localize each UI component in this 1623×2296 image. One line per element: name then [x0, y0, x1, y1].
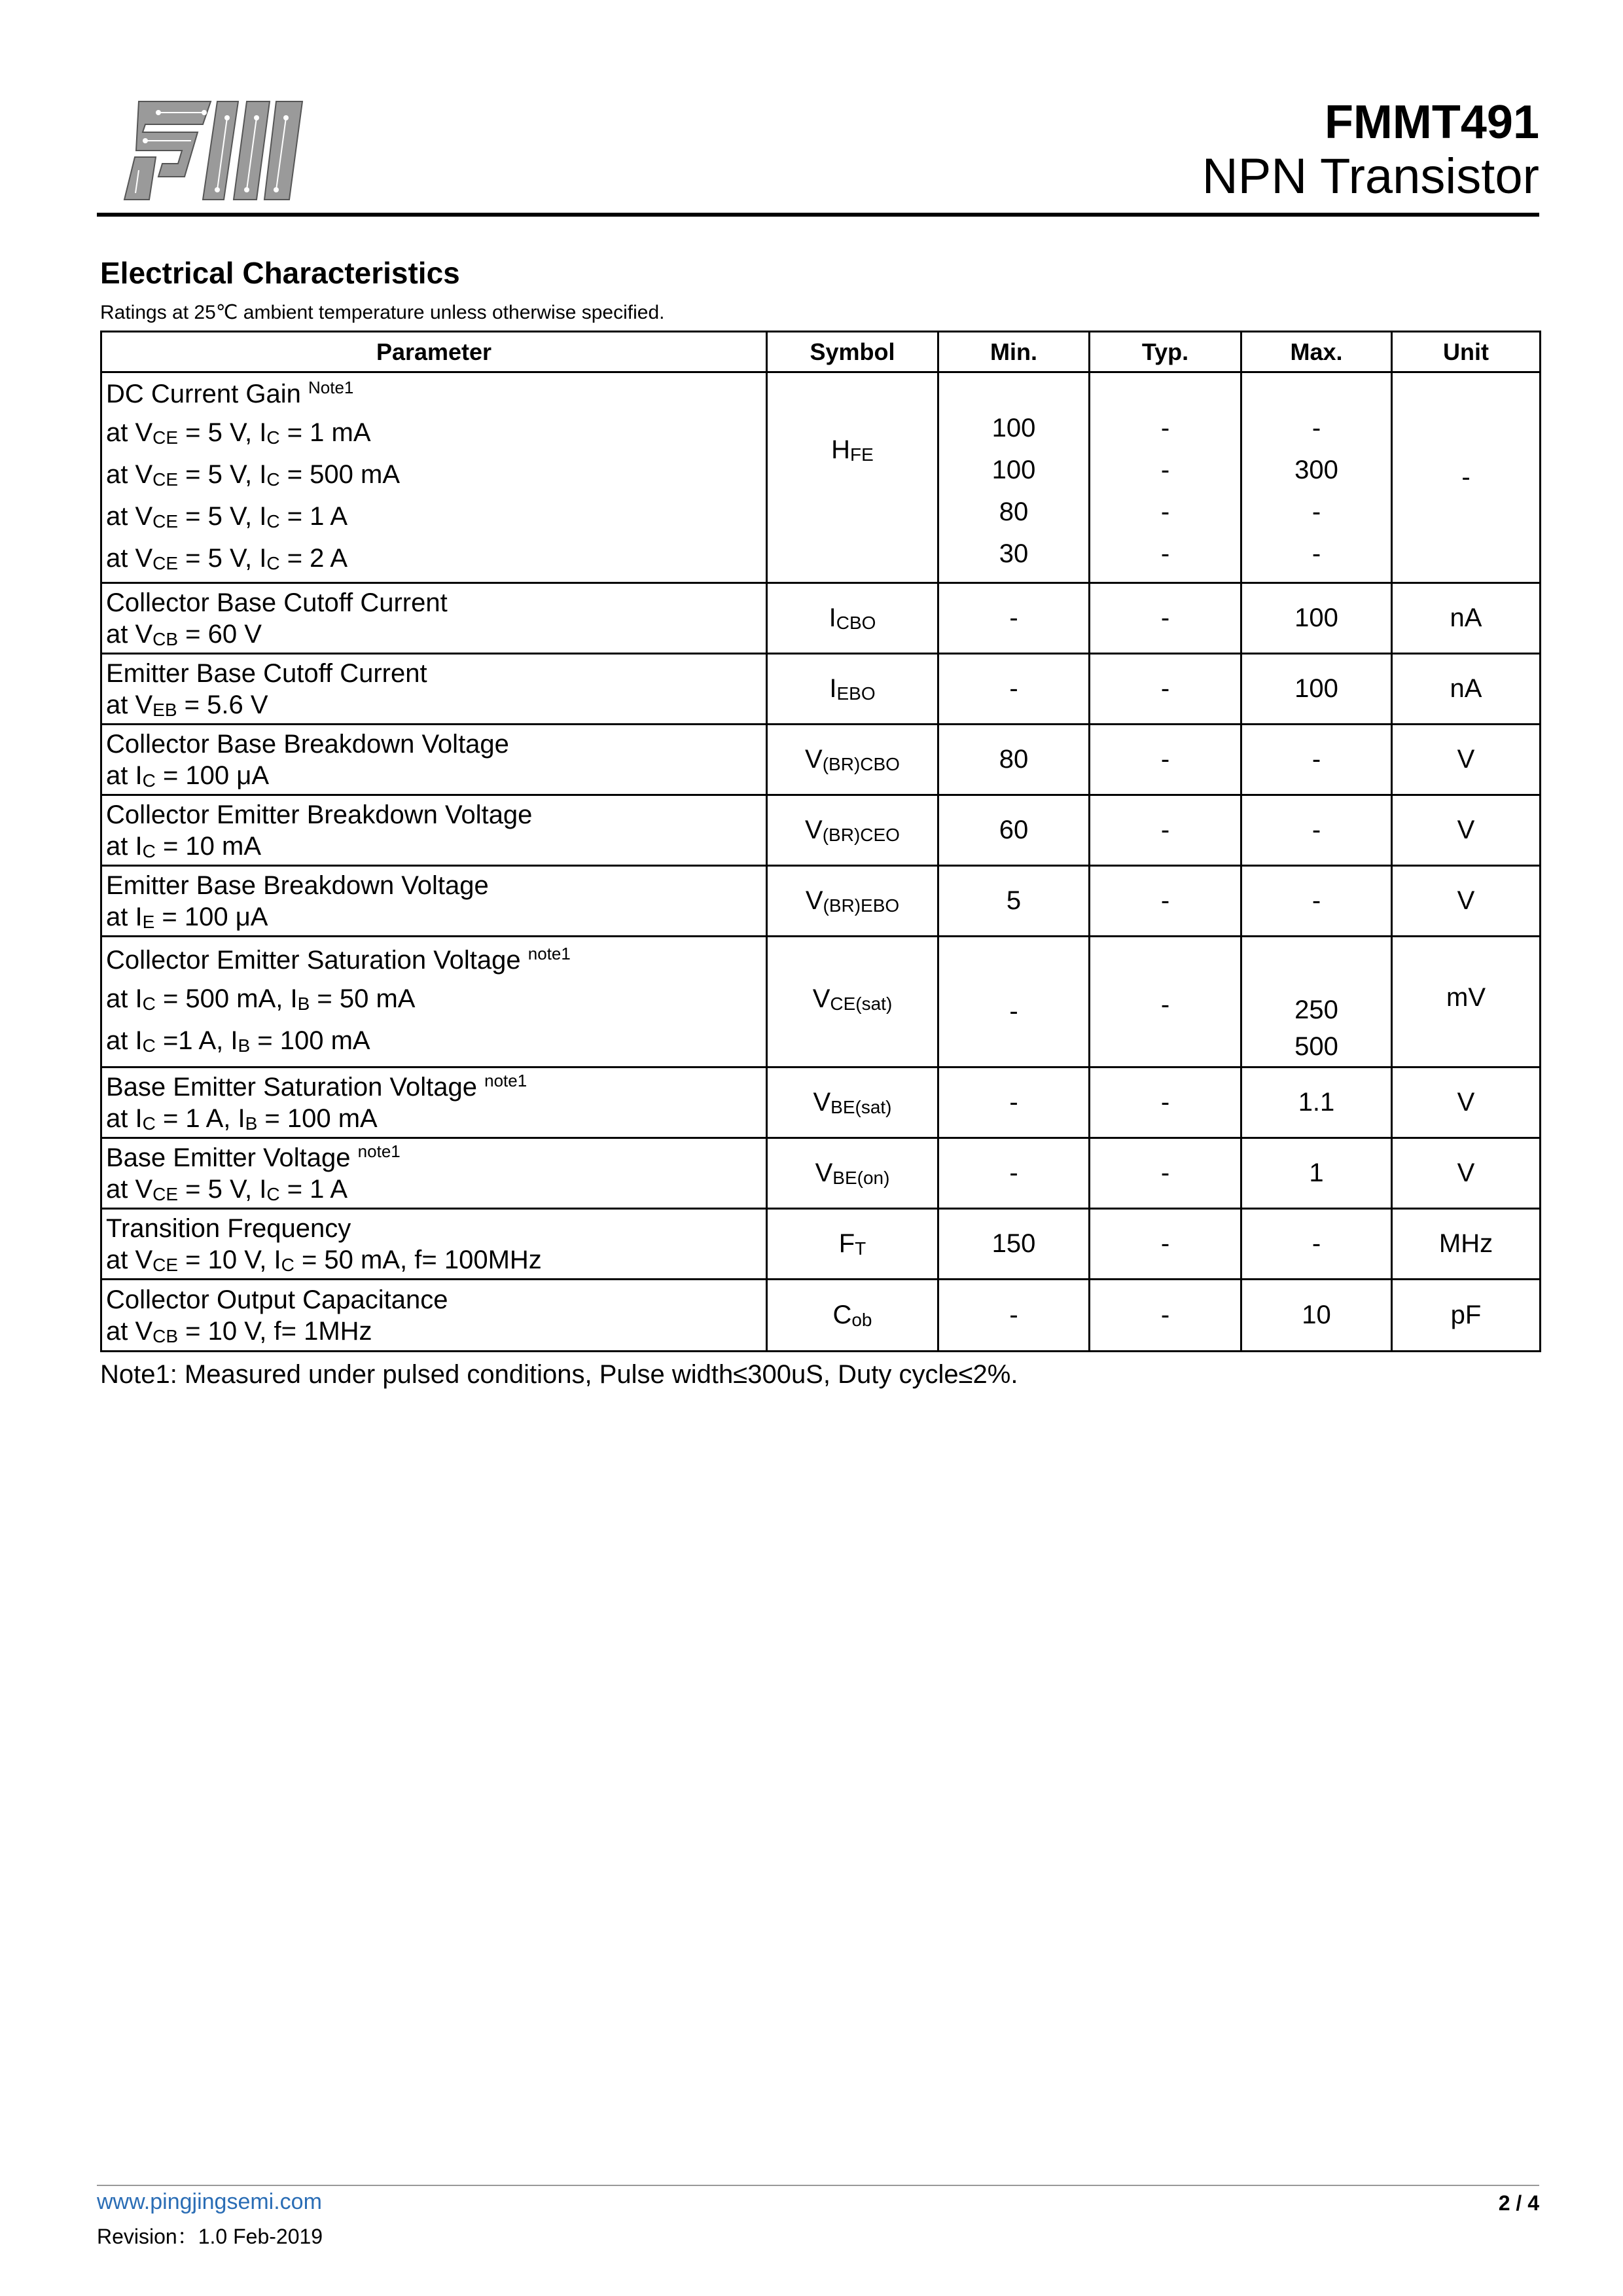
table-row-hfe	[101, 372, 1541, 583]
max-cell: -	[1241, 866, 1392, 937]
param-cell: Collector Emitter Breakdown Voltage at $I_C = 10$ mA	[101, 795, 767, 866]
table-row	[101, 1067, 1541, 1138]
typ-cell: -	[1090, 654, 1241, 725]
unit-cell: -	[1392, 372, 1541, 583]
min-cell: -	[938, 583, 1090, 654]
param-cell: Emitter Base Cutoff Current at $V_{EB} = 5.6$ V	[101, 654, 767, 725]
max-cell: -	[1241, 795, 1392, 866]
page-number: 2 / 4	[1498, 2191, 1539, 2215]
header-typ: Typ.	[1090, 332, 1241, 372]
unit-cell: V	[1392, 866, 1541, 937]
electrical-characteristics-table	[100, 331, 1541, 1352]
section-subtitle: Ratings at 25℃ ambient temperature unless otherwise specified.	[100, 302, 665, 323]
param-cell: Collector Base Cutoff Current at $V_{CB} = 60$ V	[101, 583, 767, 654]
typ-cell: - - - -	[1090, 372, 1241, 583]
min-cell: 100 100 80 30	[938, 372, 1090, 583]
condition-line: at $V_{CE} = 5$ V, $I_C = 500$ mA	[106, 459, 401, 490]
unit-cell: pF	[1392, 1280, 1541, 1352]
symbol-cell: $I_{CBO}$	[767, 583, 938, 654]
header-parameter: Parameter	[101, 332, 767, 372]
param-cell: Collector Emitter Saturation Voltage $^{note1}$ at $I_C = 500$ mA, $I_B = 50$ mA at $I_C =1$ A, $I_B = 100$ mA	[101, 937, 767, 1067]
table-row-vcesat	[101, 937, 1541, 1067]
symbol-cell: $V_{BE(on)}$	[767, 1138, 938, 1209]
max-cell: 10	[1241, 1280, 1392, 1352]
typ-cell: -	[1090, 1280, 1241, 1352]
table-row	[101, 1209, 1541, 1280]
param-cell: Emitter Base Breakdown Voltage at $I_E = 100$ μA	[101, 866, 767, 937]
footer-divider	[97, 2185, 1539, 2186]
symbol-cell: $H_{FE}$	[767, 372, 938, 583]
table-row	[101, 725, 1541, 795]
section-title: Electrical Characteristics	[100, 256, 460, 290]
symbol-cell: $V_{(BR)CBO}$	[767, 725, 938, 795]
min-cell: -	[938, 654, 1090, 725]
min-cell: 60	[938, 795, 1090, 866]
revision-info: Revision：1.0 Feb-2019	[97, 2225, 323, 2248]
min-cell: 150	[938, 1209, 1090, 1280]
unit-cell: V	[1392, 795, 1541, 866]
symbol-cell: $I_{EBO}$	[767, 654, 938, 725]
condition-line: at $V_{CE} = 5$ V, $I_C = 2$ A	[106, 543, 348, 573]
note-ref: Note1	[308, 377, 354, 397]
table-row	[101, 1138, 1541, 1209]
unit-cell: V	[1392, 1138, 1541, 1209]
header-unit: Unit	[1392, 332, 1541, 372]
company-logo	[119, 98, 309, 203]
max-cell: 100	[1241, 654, 1392, 725]
min-cell: -	[938, 1138, 1090, 1209]
symbol-cell: $F_T$	[767, 1209, 938, 1280]
part-header	[1202, 98, 1539, 205]
param-cell: Transition Frequency at $V_{CE} = 10$ V, $I_C = 50$ mA, f= 100MHz	[101, 1209, 767, 1280]
param-title: DC Current Gain	[106, 379, 301, 408]
max-cell: 1	[1241, 1138, 1392, 1209]
header-symbol: Symbol	[767, 332, 938, 372]
unit-cell: nA	[1392, 583, 1541, 654]
unit-cell: MHz	[1392, 1209, 1541, 1280]
part-number: FMMT491	[1324, 96, 1539, 149]
table-header-row	[101, 332, 1541, 372]
typ-cell: -	[1090, 866, 1241, 937]
typ-cell: -	[1090, 795, 1241, 866]
param-cell: Base Emitter Voltage $^{note1}$ at $V_{CE} = 5$ V, $I_C = 1$ A	[101, 1138, 767, 1209]
symbol-cell: $V_{(BR)CEO}$	[767, 795, 938, 866]
website-link[interactable]: www.pingjingsemi.com	[97, 2189, 322, 2214]
header-divider	[97, 213, 1539, 217]
part-description: NPN Transistor	[1202, 148, 1539, 204]
table-row	[101, 583, 1541, 654]
table-row	[101, 866, 1541, 937]
header-min: Min.	[938, 332, 1090, 372]
typ-cell: -	[1090, 583, 1241, 654]
max-cell: - 300 - -	[1241, 372, 1392, 583]
typ-cell: -	[1090, 1138, 1241, 1209]
unit-cell: mV	[1392, 937, 1541, 1067]
symbol-cell: $V_{BE(sat)}$	[767, 1067, 938, 1138]
param-cell: Base Emitter Saturation Voltage $^{note1}$ at $I_C = 1$ A, $I_B = 100$ mA	[101, 1067, 767, 1138]
param-cell: Collector Output Capacitance at $V_{CB} = 10$ V, f= 1MHz	[101, 1280, 767, 1352]
condition-line: at $V_{CE} = 5$ V, $I_C = 1$ A	[106, 501, 348, 531]
param-cell	[101, 372, 767, 583]
max-cell: 100	[1241, 583, 1392, 654]
unit-cell: nA	[1392, 654, 1541, 725]
min-cell: -	[938, 1280, 1090, 1352]
symbol-cell: $C_{ob}$	[767, 1280, 938, 1352]
header-max: Max.	[1241, 332, 1392, 372]
symbol-cell: $V_{CE(sat)}$	[767, 937, 938, 1067]
typ-cell: -	[1090, 1067, 1241, 1138]
min-cell: 80	[938, 725, 1090, 795]
min-cell: -	[938, 1067, 1090, 1138]
table-row	[101, 795, 1541, 866]
unit-cell: V	[1392, 1067, 1541, 1138]
max-cell: 1.1	[1241, 1067, 1392, 1138]
typ-cell: -	[1090, 937, 1241, 1067]
min-cell: -	[938, 937, 1090, 1067]
max-cell: -	[1241, 725, 1392, 795]
footnote: Note1: Measured under pulsed conditions, Pulse width≤300uS, Duty cycle≤2%.	[100, 1360, 1018, 1389]
max-cell: 250 500	[1241, 937, 1392, 1067]
table-row	[101, 1280, 1541, 1352]
condition-line: at $V_{CE} = 5$ V, $I_C = 1$ mA	[106, 418, 371, 448]
unit-cell: V	[1392, 725, 1541, 795]
typ-cell: -	[1090, 725, 1241, 795]
max-cell: -	[1241, 1209, 1392, 1280]
symbol-cell: $V_{(BR)EBO}$	[767, 866, 938, 937]
typ-cell: -	[1090, 1209, 1241, 1280]
min-cell: 5	[938, 866, 1090, 937]
table-row	[101, 654, 1541, 725]
param-cell: Collector Base Breakdown Voltage at $I_C = 100$ μA	[101, 725, 767, 795]
